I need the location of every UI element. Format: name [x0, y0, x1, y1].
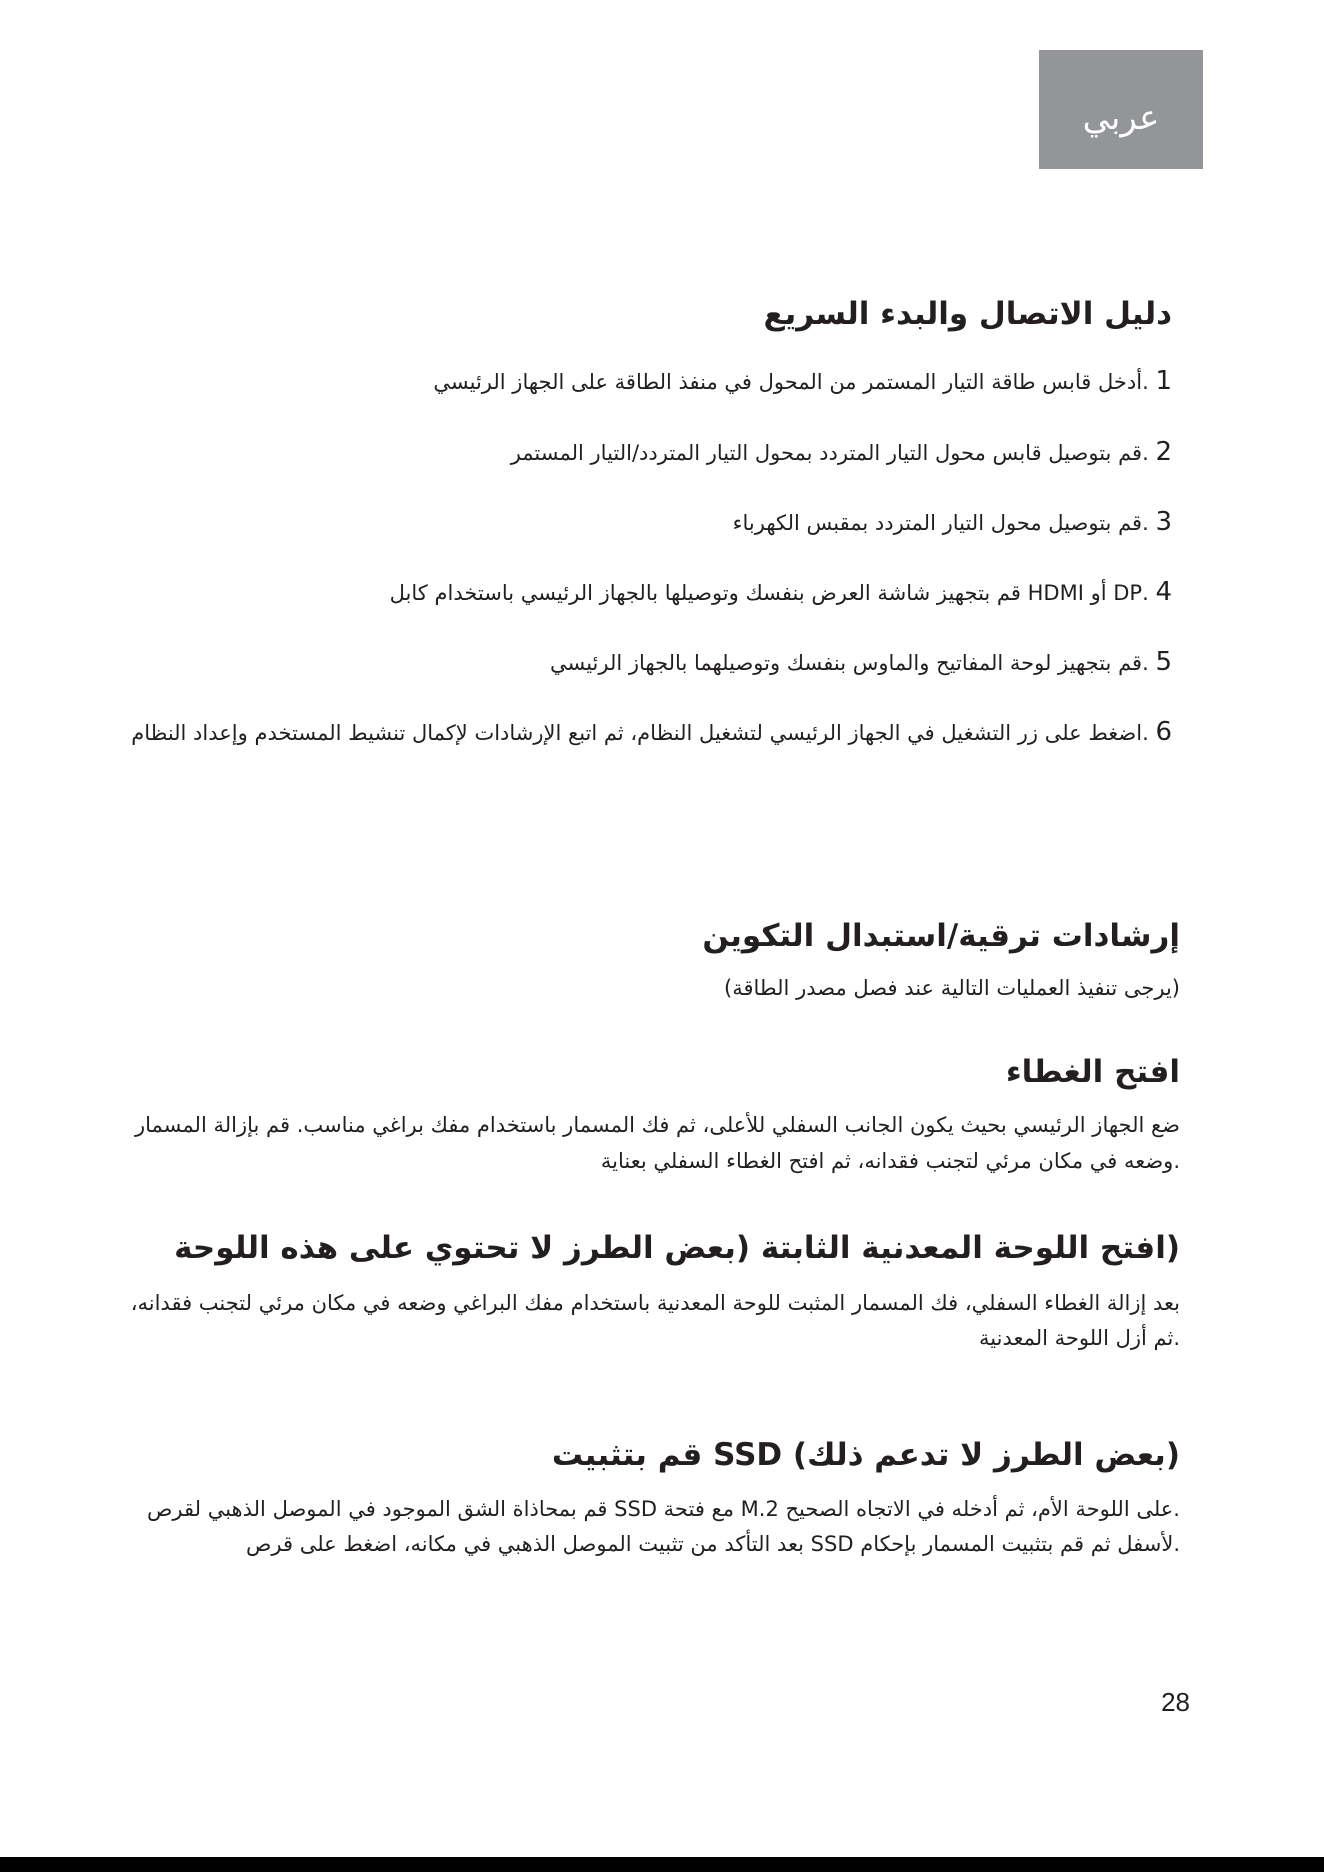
ssd-line-2: .لأسفل ثم قم بتثبيت المسمار بإحكام SSD بعد التأكد من تثبيت الموصل الذهبي في مكانه، اضغط على قرص: [246, 1532, 1180, 1556]
step-text: .DP أو HDMI قم بتجهيز شاشة العرض بنفسك وتوصيلها بالجهاز الرئيسي باستخدام كابل: [389, 581, 1149, 605]
step-text: .أدخل قابس طاقة التيار المستمر من المحول في منفذ الطاقة على الجهاز الرئيسي: [433, 370, 1149, 394]
step-text: .اضغط على زر التشغيل في الجهاز الرئيسي لتشغيل النظام، ثم اتبع الإرشادات لإكمال تنشيط المستخدم وإعداد النظام: [131, 721, 1149, 745]
upgrade-note: (يرجى تنفيذ العمليات التالية عند فصل مصدر الطاقة): [724, 976, 1180, 1000]
step-4: [390, 577, 1172, 607]
language-tab: عربي: [1039, 50, 1203, 169]
step-1: [433, 366, 1172, 396]
step-number: 1: [1155, 366, 1172, 396]
step-number: 5: [1155, 647, 1172, 677]
metal-plate-line-1: بعد إزالة الغطاء السفلي، فك المسمار المثبت للوحة المعدنية باستخدام مفك البراغي وضعه في مكان مرئي لتجنب فقدانه،: [130, 1291, 1180, 1315]
step-text: .قم بتوصيل قابس محول التيار المتردد بمحول التيار المتردد/التيار المستمر: [510, 441, 1149, 465]
step-6: [131, 717, 1172, 747]
open-cover-title: افتح الغطاء: [1005, 1054, 1180, 1090]
metal-plate-line-2: .ثم أزل اللوحة المعدنية: [979, 1326, 1180, 1350]
step-2: [511, 437, 1172, 467]
page-number: 28: [1161, 1687, 1190, 1717]
ssd-line-1: .على اللوحة الأم، ثم أدخله في الاتجاه الصحيح M.2 مع فتحة SSD قم بمحاذاة الشق الموجود في الموصل الذهبي لقرص: [147, 1497, 1180, 1521]
step-text: .قم بتوصيل محول التيار المتردد بمقبس الكهرباء: [732, 511, 1149, 535]
quick-start-title: دليل الاتصال والبدء السريع: [763, 296, 1172, 332]
step-number: 4: [1155, 577, 1172, 607]
step-number: 3: [1155, 507, 1172, 537]
bottom-edge-bar: [0, 1857, 1324, 1872]
metal-plate-title: (افتح اللوحة المعدنية الثابتة (بعض الطرز لا تحتوي على هذه اللوحة: [174, 1230, 1180, 1266]
step-number: 6: [1155, 717, 1172, 747]
step-5: [550, 647, 1172, 677]
step-text: .قم بتجهيز لوحة المفاتيح والماوس بنفسك وتوصيلهما بالجهاز الرئيسي: [549, 651, 1149, 675]
upgrade-title: إرشادات ترقية/استبدال التكوين: [702, 918, 1180, 954]
open-cover-line-1: ضع الجهاز الرئيسي بحيث يكون الجانب السفلي للأعلى، ثم فك المسمار باستخدام مفك براغي مناسب. قم بإزالة المسمار: [134, 1113, 1180, 1137]
ssd-title: (بعض الطرز لا تدعم ذلك) SSD قم بتثبيت: [551, 1437, 1180, 1473]
open-cover-line-2: .وضعه في مكان مرئي لتجنب فقدانه، ثم افتح الغطاء السفلي بعناية: [600, 1149, 1180, 1173]
step-number: 2: [1155, 437, 1172, 467]
step-3: [733, 507, 1172, 537]
